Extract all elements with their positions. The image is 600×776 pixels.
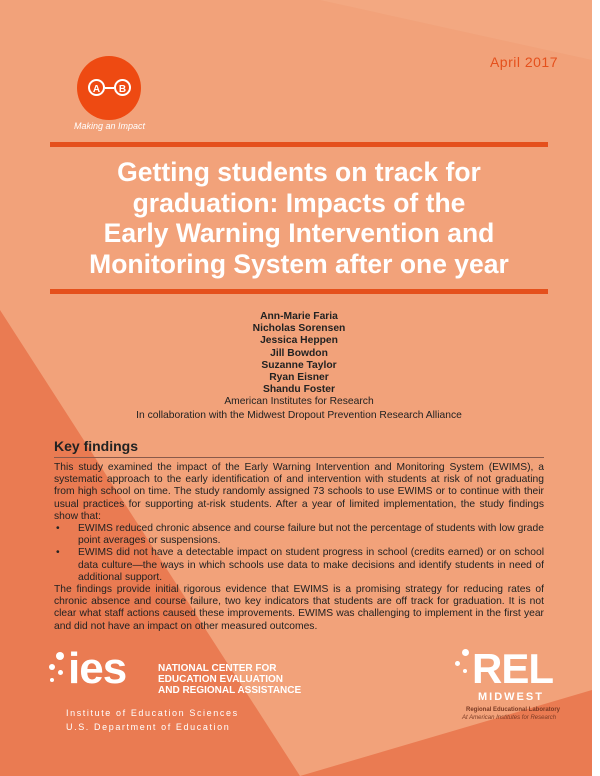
key-findings-heading: Key findings: [54, 438, 139, 454]
ies-wordmark: ies: [68, 644, 127, 693]
author-name: Jill Bowdon: [270, 347, 328, 359]
title-line: Early Warning Intervention and: [103, 218, 495, 248]
rel-lab-name: Regional Educational Laboratory: [466, 707, 561, 713]
author-name: Suzanne Taylor: [261, 359, 337, 371]
author-name: Shandu Foster: [262, 384, 336, 396]
making-an-impact-logo: [77, 56, 141, 120]
author-name: Ryan Eisner: [269, 372, 329, 384]
title-top-rule: [50, 142, 548, 147]
title-line: Monitoring System after one year: [89, 248, 509, 279]
logo-node-b: B: [114, 79, 131, 96]
collaboration-note: In collaboration with the Midwest Dropout Prevention Research Alliance: [136, 410, 462, 421]
rel-wordmark: REL: [472, 645, 553, 692]
author-name: Jessica Heppen: [260, 335, 338, 347]
author-list: [50, 311, 548, 409]
title-line: Getting students on track for: [117, 157, 481, 187]
page-title: [50, 157, 548, 279]
rel-midwest-logo: [452, 645, 562, 735]
key-findings-conclusion: The findings provide initial rigorous evidence that EWIMS is a promising strategy for reducing rates of chronic absence and course failure, two key indicators that students are off track for graduation. It is not clear what staff actions caused these improvements. EWIMS was challenging to implement in the first year and did not have an impact on other measured outcomes.: [54, 584, 544, 632]
rel-host-org: At American Institutes for Research: [462, 715, 557, 721]
author-affiliation: American Institutes for Research: [224, 396, 374, 408]
ies-institute-name: Institute of Education Sciences: [66, 708, 239, 718]
author-name: Ann-Marie Faria: [260, 311, 338, 322]
logo-node-a: A: [88, 79, 105, 96]
key-findings-divider: [54, 457, 544, 458]
rel-region: MIDWEST: [478, 691, 544, 703]
publication-date: April 2017: [489, 54, 558, 70]
key-findings-intro: This study examined the impact of the Early Warning Intervention and Monitoring System (EWIMS), a systematic approach to the early identification of and intervention with students at risk of not graduating from high school on time. The study randomly assigned 73 schools to use EWIMS or to continue with their usual practices for supporting at-risk students. After a year of limited implementation, the study findings show that:: [54, 462, 544, 522]
key-findings-list: [54, 523, 544, 584]
logo-arrow-icon: [105, 87, 114, 89]
title-line: graduation: Impacts of the: [132, 187, 466, 218]
tagline: Making an Impact: [74, 121, 146, 131]
list-item: • EWIMS reduced chronic absence and course failure but not the percentage of students with low grade point averages or suspensions.: [54, 523, 544, 547]
ies-center-name: NATIONAL CENTER FOR EDUCATION EVALUATION AND REGIONAL ASSISTANCE: [158, 663, 302, 696]
rel-dots-icon: [462, 649, 469, 656]
title-bottom-rule: [50, 289, 548, 294]
ies-department-name: U.S. Department of Education: [66, 722, 231, 732]
list-item: • EWIMS did not have a detectable impact on student progress in school (credits earned) or on school data culture—the ways in which schools use data to make decisions and identify students in need of additional support.: [54, 547, 544, 584]
author-name: Nicholas Sorensen: [252, 323, 346, 335]
key-findings-body: [54, 462, 544, 633]
